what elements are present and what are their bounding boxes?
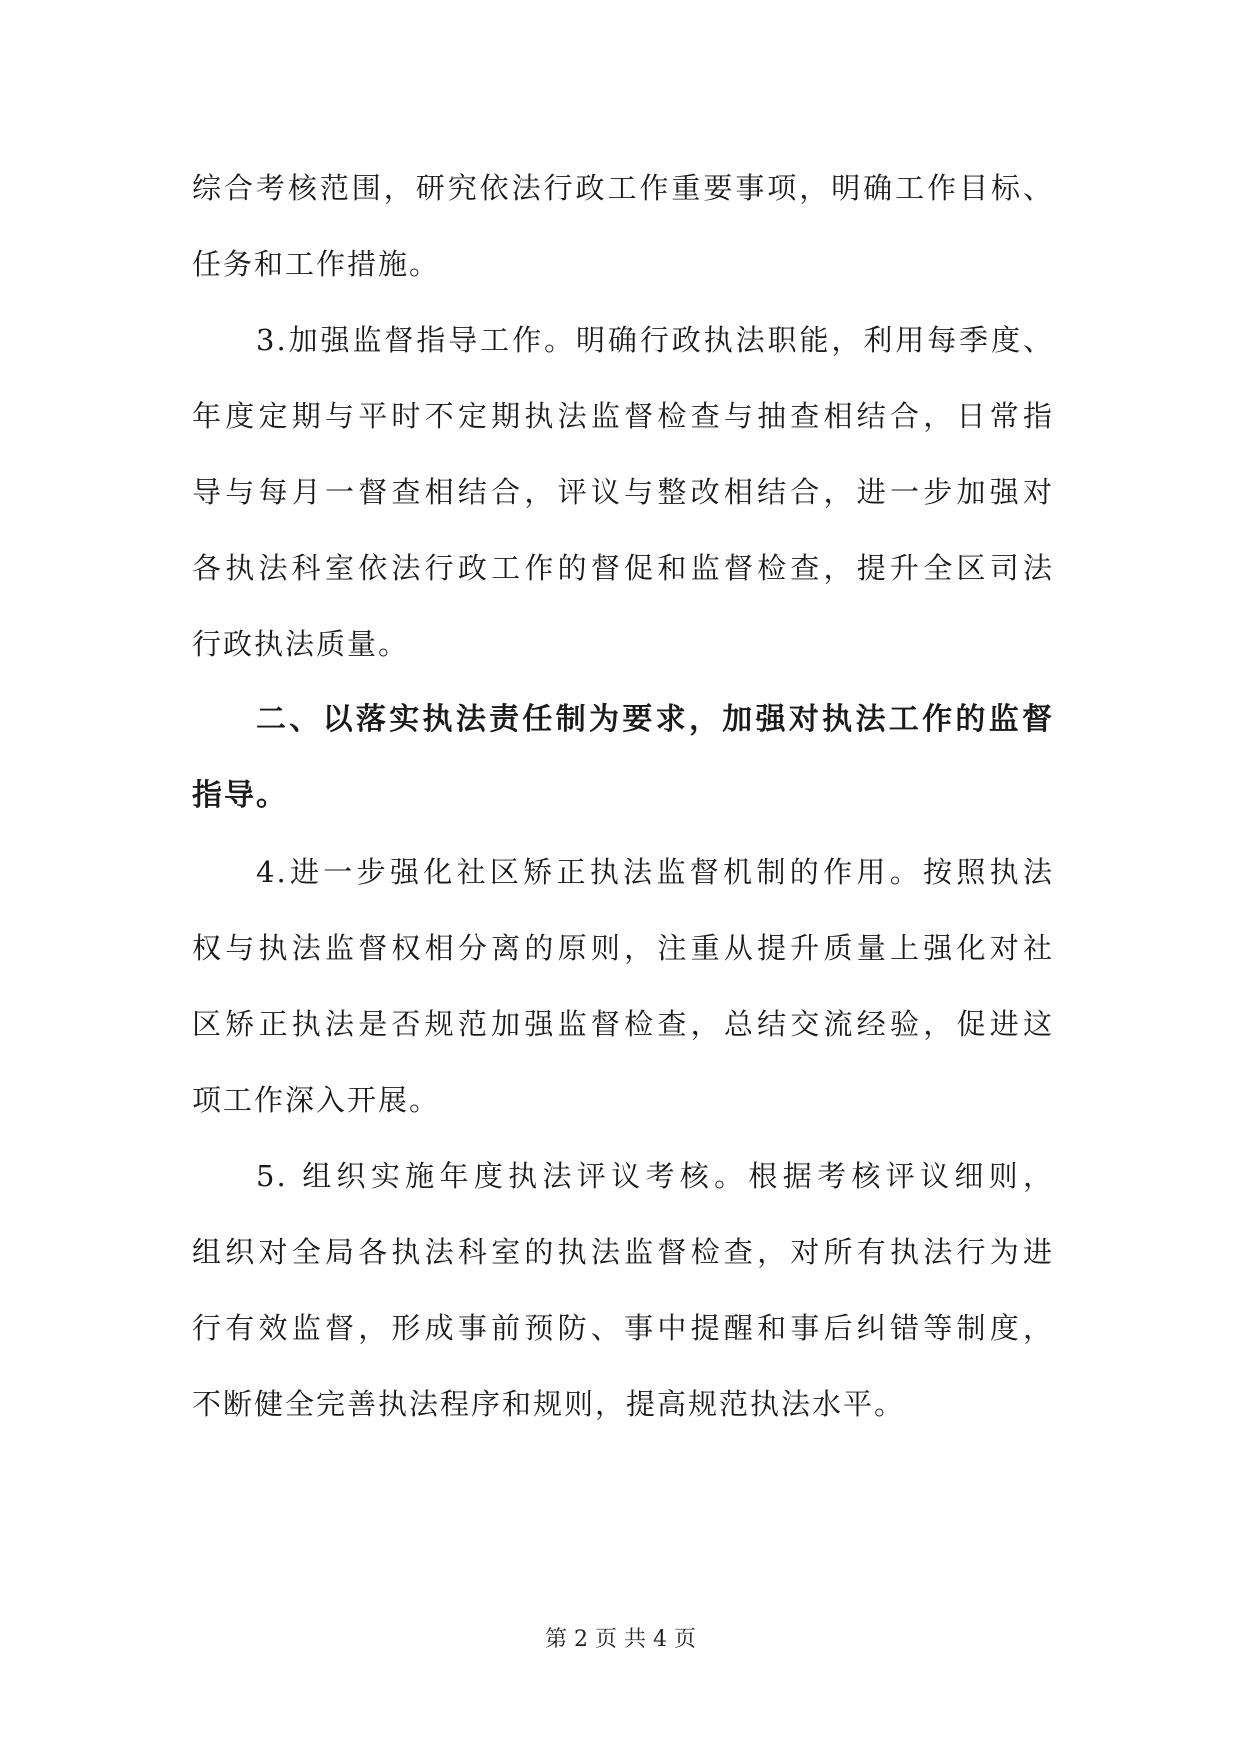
text-line: 5. 组织实施年度执法评议考核。根据考核评议细则， <box>256 1159 1054 1193</box>
page-number-footer: 第 2 页 共 4 页 <box>545 1627 696 1652</box>
text-line: 任务和工作措施。 <box>192 247 441 281</box>
text-line: 3.加强监督指导工作。明确行政执法职能，利用每季度、 <box>256 323 1054 357</box>
text-line: 4.进一步强化社区矫正执法监督机制的作用。按照执法 <box>256 855 1054 889</box>
document-body <box>192 150 1054 1442</box>
text-line: 综合考核范围，研究依法行政工作重要事项，明确工作目标、 <box>192 171 1054 205</box>
paragraph-item-4 <box>192 834 1054 1138</box>
heading-line: 指导。 <box>192 778 288 813</box>
text-line: 年度定期与平时不定期执法监督检查与抽查相结合，日常指 <box>192 399 1054 433</box>
text-line: 各执法科室依法行政工作的督促和监督检查，提升全区司法 <box>192 551 1054 585</box>
text-line: 不断健全完善执法程序和规则，提高规范执法水平。 <box>192 1387 906 1421</box>
text-line: 权与执法监督权相分离的原则，注重从提升质量上强化对社 <box>192 931 1054 965</box>
paragraph-item-5 <box>192 1138 1054 1442</box>
text-line: 行有效监督，形成事前预防、事中提醒和事后纠错等制度， <box>192 1311 1054 1345</box>
paragraph-item-3 <box>192 302 1054 682</box>
text-line: 组织对全局各执法科室的执法监督检查，对所有执法行为进 <box>192 1235 1054 1269</box>
text-line: 行政执法质量。 <box>192 627 410 661</box>
paragraph-scope-continuation <box>192 150 1054 302</box>
section-heading-2 <box>192 682 1054 834</box>
text-line: 导与每月一督查相结合，评议与整改相结合，进一步加强对 <box>192 475 1054 509</box>
text-line: 项工作深入开展。 <box>192 1083 441 1117</box>
text-line: 区矫正执法是否规范加强监督检查，总结交流经验，促进这 <box>192 1007 1054 1041</box>
heading-line: 二、以落实执法责任制为要求，加强对执法工作的监督 <box>256 702 1054 737</box>
